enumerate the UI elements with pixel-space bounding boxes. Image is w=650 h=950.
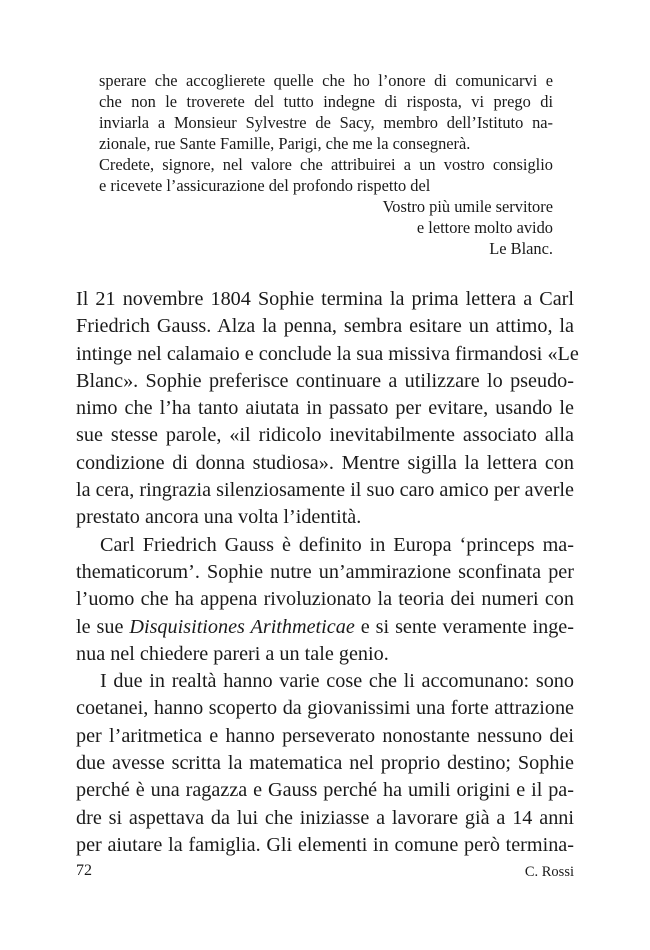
text-line: per l’aritmetica e hanno perseverato nonostante nessuno dei bbox=[76, 724, 574, 747]
text-line: intinge nel calamaio e conclude la sua missiva firmandosi «Le bbox=[76, 342, 579, 365]
text-line: nua nel chiedere pareri a un tale genio. bbox=[76, 642, 389, 665]
quote-signature-line: e lettore molto avido bbox=[416, 218, 553, 237]
text-line: prestato ancora una volta l’identità. bbox=[76, 506, 362, 529]
text-line: l’uomo che ha appena rivoluzionato la teoria dei numeri con bbox=[76, 588, 574, 611]
text-line: coetanei, hanno scoperto da giovanissimi una forte attrazione bbox=[76, 697, 574, 720]
quote-line: sperare che accoglierete quelle che ho l’onore di comunicarvi e bbox=[99, 71, 553, 90]
text-line: Blanc». Sophie preferisce continuare a utilizzare lo pseudo- bbox=[76, 369, 574, 392]
text-line: Friedrich Gauss. Alza la penna, sembra esitare un attimo, la bbox=[76, 315, 574, 338]
text-line: condizione di donna studiosa». Mentre sigilla la lettera con bbox=[76, 451, 574, 474]
paragraph-2 bbox=[76, 532, 574, 668]
running-footer-author: C. Rossi bbox=[524, 864, 574, 880]
quote-line: inviarla a Monsieur Sylvestre de Sacy, membro dell’Istituto na- bbox=[99, 113, 553, 132]
paragraph-1 bbox=[76, 286, 579, 532]
paragraph-3 bbox=[76, 668, 574, 859]
quote-signature-line: Le Blanc. bbox=[489, 239, 553, 258]
body-text bbox=[76, 286, 579, 859]
text-line: sue stesse parole, «il ridicolo inevitabilmente associato alla bbox=[76, 424, 574, 447]
page-number: 72 bbox=[76, 862, 92, 879]
quoted-letter bbox=[99, 70, 553, 259]
text-line: thematicorum’. Sophie nutre un’ammirazione sconfinata per bbox=[76, 560, 574, 583]
text-line: per aiutare la famiglia. Gli elementi in comune però termina- bbox=[76, 833, 574, 856]
quote-signature-line: Vostro più umile servitore bbox=[382, 197, 553, 216]
text-line: due avesse scritta la matematica nel proprio destino; Sophie bbox=[76, 752, 574, 775]
text-line: dre si aspettava da lui che iniziasse a lavorare già a 14 anni bbox=[76, 806, 574, 829]
text-line: I due in realtà hanno varie cose che li accomunano: sono bbox=[100, 670, 574, 693]
text-line: perché è una ragazza e Gauss perché ha umili origini e il pa- bbox=[76, 779, 574, 802]
quote-line: zionale, rue Sante Famille, Parigi, che me la consegnerà. bbox=[99, 134, 471, 153]
text-line: la cera, ringrazia silenziosamente il suo caro amico per averle bbox=[76, 479, 574, 502]
text-line: Carl Friedrich Gauss è definito in Europa ‘princeps ma- bbox=[100, 533, 574, 556]
quote-line: e ricevete l’assicurazione del profondo rispetto del bbox=[99, 176, 431, 195]
text-fragment: e si sente veramente inge- bbox=[354, 615, 574, 638]
text-fragment: le sue bbox=[76, 615, 130, 638]
text-line: nimo che l’ha tanto aiutata in passato per evitare, usando le bbox=[76, 397, 574, 420]
quote-line: che non le troverete del tutto indegne di risposta, vi prego di bbox=[99, 92, 553, 111]
quote-line: Credete, signore, nel valore che attribuirei a un vostro consiglio bbox=[99, 155, 553, 174]
text-line: Il 21 novembre 1804 Sophie termina la prima lettera a Carl bbox=[76, 288, 574, 310]
text-line bbox=[76, 614, 574, 641]
book-title-italic: Disquisitiones Arithmeticae bbox=[129, 615, 355, 638]
